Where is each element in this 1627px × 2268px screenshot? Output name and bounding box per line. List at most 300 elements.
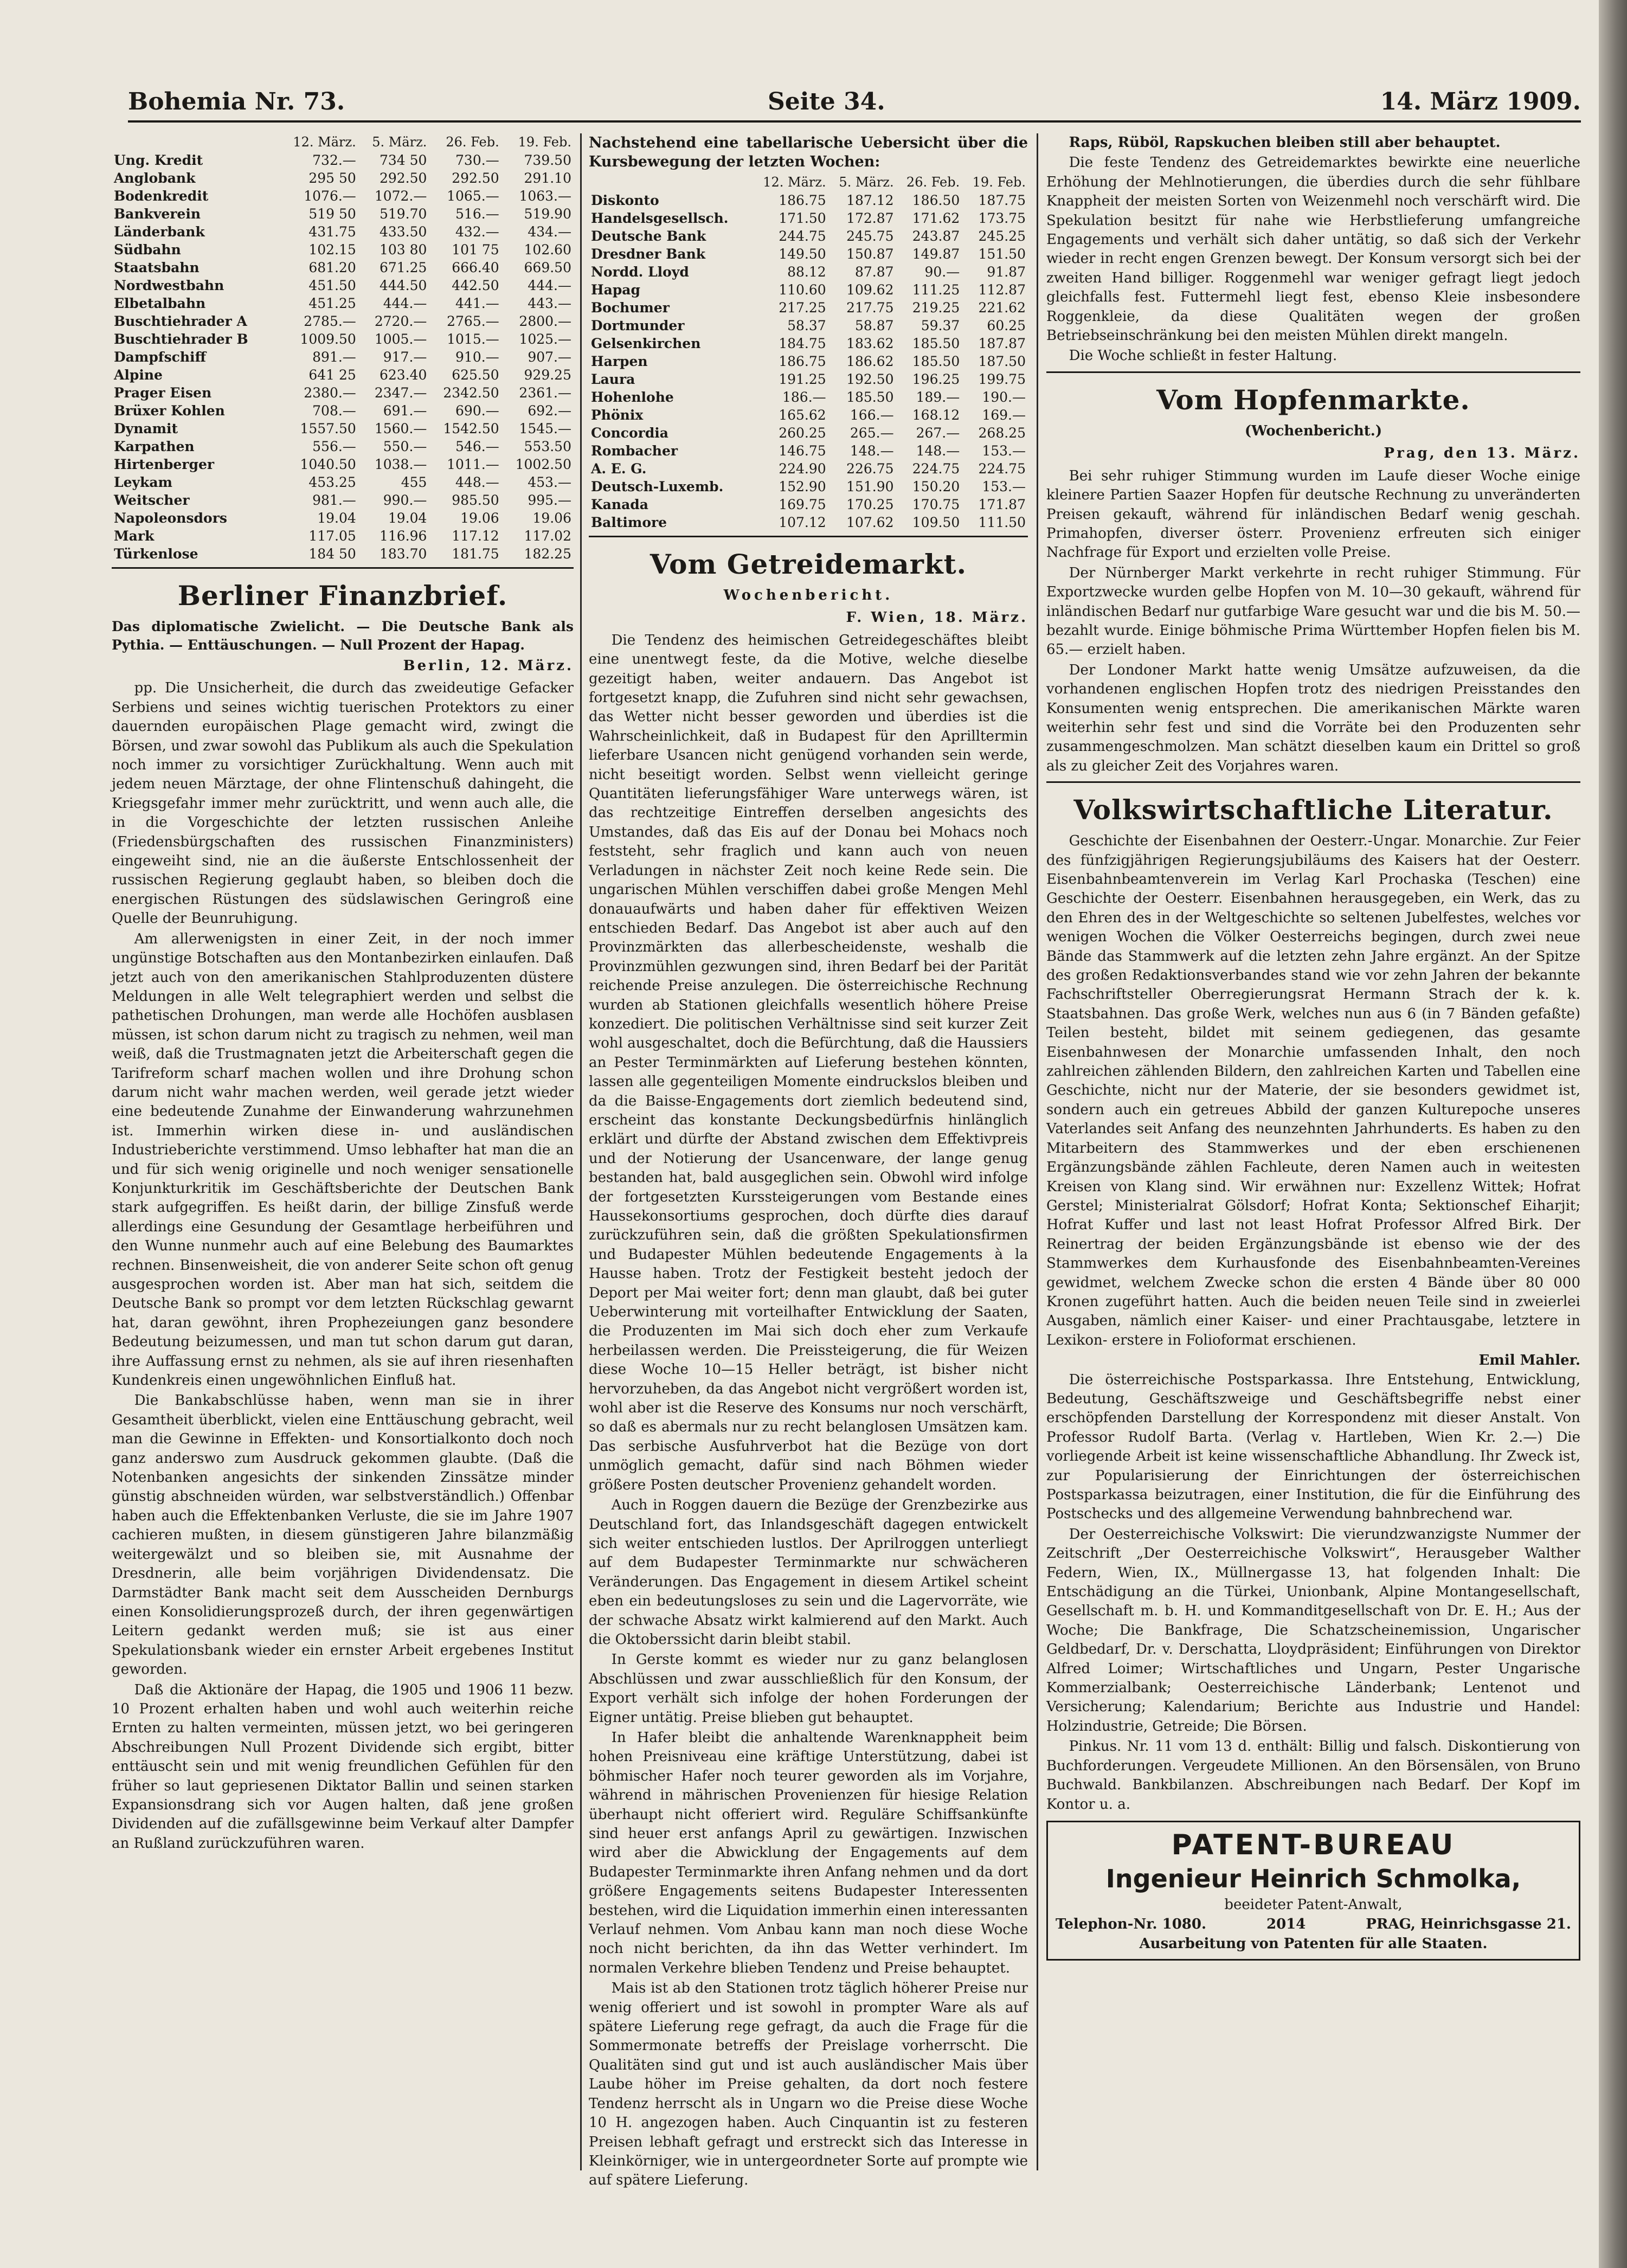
- quote-value: 103 80: [379, 242, 427, 258]
- quote-value: 185.50: [846, 389, 894, 405]
- quote-value: 19.04: [388, 510, 427, 526]
- quote-value: 1015.—: [447, 331, 499, 347]
- article-paragraph: Die Tendenz des heimischen Getreidegeschäftes bleibt eine unentwegt feste, da die Motive, welche dieselbe gezeitigt haben, weiter andauern. Das Angebot ist fortgesetzt knapp, die Zufuhren sind nicht sehr gewachsen, das Wetter nicht besser geworden und überdies ist die Wahrscheinlichkeit, daß in Budapest für den Aprilltermin lieferbare Usancen nicht genügend vorhanden sein werde, nicht beseitigt worden. Selbst wenn vielleicht geringe Quantitäten lieferungsfähiger Ware unterwegs wären, ist das rechtzeitige Eintreffen derselben angesichts des Umstandes, daß das Eis auf der Donau bei Mohacs noch feststeht, sehr fraglich und kann auch von neuen Verladungen in nächster Zeit noch keine Rede sein. Die ungarischen Mühlen verschiffen dabei große Mengen Mehl donauaufwärts und haben daher für effektiven Weizen entschieden Bedarf. Das Angebot ist aber auch auf den Provinzmärkten das allerbescheidenste, weshalb die Provinzmühlen gezwungen sind, ihren Bedarf bei der Parität reichende Preise anzulegen. Die österreichische Rechnung wurden ab Stationen gleichfalls wesentlich höhere Preise konzediert. Die politischen Verhältnisse sind seit kurzer Zeit wohl ausgeschaltet, doch die Befürchtung, daß die Haussiers an Pester Terminmärkten auf Lieferung bestehen könnten, lassen alle gegenteiligen Momente eindruckslos bleiben und da die Baisse-Engagements dort ziemlich bedeutend sind, erscheint das konstante Deckungsbedürfnis hinlänglich erklärt und dürfte der Abstand zwischen dem Effektivpreis und der Notierung der Usancenware, der lange genug bestanden hat, bald ausgeglichen sein. Obwohl wird infolge der fortgesetzten Kurssteigerungen vom Bestande eines Haussekonsortiums gesprochen, doch dürfte dies darauf zurückzuführen sein, daß die größten Spekulationsfirmen und Budapester Mühlen bedeutende Engagements à la Hausse haben. Trotz der Festigkeit besteht jedoch der Deport per Mai weiter fort; denn man glaubt, daß bei guter Ueberwinterung mit vorteilhafter Entwicklung der Saaten, die Produzenten im Mai sich doch eher zum Verkaufe herbeilassen werden. Die Preissteigerung, die für Weizen diese Woche 10—15 Heller beträgt, ist bisher nicht hervorzuheben, da das Angebot nicht vergrößert worden ist, wohl aber ist die Reserve des Konsums nur noch verschärft, so daß es abermals nur zu recht belanglosen Umsätzen kam. Das serbische Ausfuhrverbot hat die Bezüge von dort unmöglich gemacht, dafür sind nach Böhmen wieder größere Posten deutscher Provenienz gehandelt worden.: [589, 632, 1028, 1493]
- quote-value: 109.62: [846, 282, 894, 298]
- quote-value: 19.04: [317, 510, 356, 526]
- quote-value: 171.87: [978, 497, 1026, 512]
- quote-value: 116.96: [379, 528, 427, 544]
- table-row: [112, 438, 574, 455]
- quote-value: 196.25: [912, 371, 960, 387]
- column-3: [1046, 133, 1580, 2170]
- table-row: [112, 187, 574, 205]
- article-paragraph: In Gerste kommt es wieder nur zu ganz belanglosen Abschlüssen und zwar ausschließlich für den Konsum, der Export verhält sich infolge der hohen Forderungen der Eigner untätig. Preise blieben gut behauptet.: [589, 1652, 1028, 1726]
- table-header: 5. März.: [372, 134, 427, 150]
- ad-engineer-name: Ingenieur Heinrich Schmolka,: [1105, 1864, 1521, 1893]
- quote-value: 1040.50: [300, 457, 356, 472]
- quote-value: 245.25: [978, 228, 1026, 244]
- quote-value: 451.50: [308, 278, 356, 293]
- quote-value: 171.62: [912, 210, 960, 226]
- quote-value: 183.62: [846, 336, 894, 351]
- quote-value: 172.87: [846, 210, 894, 226]
- quote-value: 641 25: [308, 367, 356, 383]
- security-name: Elbetalbahn: [114, 295, 206, 311]
- quote-value: 431.75: [308, 224, 356, 240]
- quote-value: 692.—: [528, 403, 571, 419]
- table-row: [112, 169, 574, 187]
- quote-value: 433.50: [379, 224, 427, 240]
- security-name: Deutsche Bank: [591, 228, 706, 244]
- security-name: Länderbank: [114, 224, 205, 240]
- quote-value: 117.02: [524, 528, 571, 544]
- quote-value: 166.—: [850, 407, 894, 423]
- quote-value: 184 50: [308, 546, 356, 562]
- page-edge-shadow: [1599, 0, 1627, 2268]
- quote-value: 186.—: [782, 389, 826, 405]
- table-row: [589, 370, 1028, 388]
- table-header: 5. März.: [839, 175, 894, 190]
- article-paragraph: Der Londoner Markt hatte wenig Umsätze aufzuweisen, da die vorhandenen englischen Hopfen trotz des niedrigen Preisstandes den Konsumenten wenig entsprechen. Die amerikanischen Märkte waren weiterhin sehr fest und sind die Vorräte bei den Produzenten sehr zusammengeschmolzen. Man schätzt dieselben kaum ein Drittel so groß als zu gleicher Zeit des Vorjahres waren.: [1046, 661, 1580, 774]
- table-row: [589, 352, 1028, 370]
- column-2: [589, 133, 1028, 2189]
- quote-value: 58.37: [787, 318, 826, 333]
- quote-value: 91.87: [987, 264, 1026, 280]
- quote-value: 189.—: [916, 389, 960, 405]
- table-row: [589, 227, 1028, 245]
- quote-value: 245.75: [846, 228, 894, 244]
- table-row: [112, 545, 574, 563]
- article-paragraph: Am allerwenigsten in einer Zeit, in der noch immer ungünstige Botschaften aus den Montanbezirken einlaufen. Daß jetzt auch von den amerikanischen Stahlproduzenten düstere Meldungen in alle Welt telegraphiert werden und selbst die pathetischen Drohungen, man werde alle Hochöfen ausblasen müssen, ist schon darum nicht zu tragisch zu nehmen, weil man weiß, daß die Trustmagnaten jetzt die Arbeiterschaft gegen die Tarifreform scharf machen wollen und ihre Drohung schon darum nicht wahr machen werden, weil gerade jetzt wieder eine bedeutende Zunahme der Einwanderung wahrzunehmen ist. Immerhin wirken diese in- und ausländischen Industrieberichte verstimmend. Umso lebhafter hat man die an und für sich wenig originelle und noch weniger sensationelle Konjunkturkritik im Geschäftsberichte der Deutschen Bank stark aufgegriffen. Es heißt darin, der billige Zinsfuß werde allerdings eine Gesundung der Gesamtlage herbeiführen und den Wunne nunmehr auch auf eine Belebung des Baumarktes rechnen. Binsenweisheit, die von anderer Seite schon oft genug ausgesprochen worden ist. Aber man hat sich, seitdem die Deutsche Bank so prompt vor dem letzten Rückschlag gewarnt hat, daran gewöhnt, ihren Prophezeiungen ganz besondere Bedeutung beizumessen, und man tut schon darum gut daran, ihre Auffassung ernst zu nehmen, als sie auf ihren riesenhaften Kundenkreis einen ungewöhnlichen Einfluß hat.: [112, 930, 574, 1389]
- table-row: [112, 384, 574, 402]
- section-divider: [1046, 371, 1580, 373]
- quote-value: 102.60: [524, 242, 571, 258]
- quote-value: 669.50: [524, 260, 571, 275]
- quote-value: 1025.—: [519, 331, 571, 347]
- quote-value: 243.87: [912, 228, 960, 244]
- hops-market-subtitle: (Wochenbericht.): [1244, 422, 1382, 439]
- quote-value: 153.—: [982, 479, 1026, 494]
- quote-value: 453.—: [528, 474, 571, 490]
- quote-value: 58.87: [855, 318, 894, 333]
- quote-value: 691.—: [383, 403, 427, 419]
- quote-value: 150.87: [846, 246, 894, 262]
- quote-value: 221.62: [978, 300, 1026, 316]
- column-rule: [580, 133, 582, 2170]
- security-name: Deutsch-Luxemb.: [591, 479, 724, 494]
- table-row: [112, 294, 574, 312]
- quote-value: 448.—: [455, 474, 499, 490]
- quote-value: 519.70: [379, 206, 427, 222]
- berlin-quotes-table: [589, 174, 1028, 531]
- table-row: [112, 151, 574, 169]
- table-header: 12. März.: [293, 134, 356, 150]
- quote-value: 187.87: [978, 336, 1026, 351]
- security-name: Hohenlohe: [591, 389, 674, 405]
- quote-value: 153.—: [982, 443, 1026, 459]
- table-row: [589, 335, 1028, 352]
- quote-value: 110.60: [779, 282, 826, 298]
- table-row: [589, 478, 1028, 496]
- berlin-letter-dateline: Berlin, 12. März.: [403, 658, 574, 674]
- security-name: Nordd. Lloyd: [591, 264, 689, 280]
- security-name: Ung. Kredit: [114, 152, 203, 168]
- table-header: 19. Feb.: [972, 175, 1026, 190]
- quote-value: 516.—: [455, 206, 499, 222]
- table-row: [589, 245, 1028, 263]
- security-name: Harpen: [591, 354, 648, 369]
- security-name: Leykam: [114, 474, 172, 490]
- quote-value: 434.—: [528, 224, 571, 240]
- quote-value: 186.75: [779, 354, 826, 369]
- quote-value: 268.25: [978, 425, 1026, 441]
- table-row: [112, 366, 574, 384]
- quote-value: 441.—: [455, 295, 499, 311]
- article-paragraph: Die Woche schließt in fester Haltung.: [1069, 348, 1337, 364]
- quote-value: 732.—: [312, 152, 356, 168]
- table-row: [589, 209, 1028, 227]
- quote-value: 260.25: [779, 425, 826, 441]
- security-name: Phönix: [591, 407, 644, 423]
- quote-value: 90.—: [924, 264, 960, 280]
- grain-market-headline: Vom Getreidemarkt.: [649, 548, 967, 580]
- quote-value: 453.25: [308, 474, 356, 490]
- security-name: Laura: [591, 371, 635, 387]
- berlin-letter-headline: Berliner Finanzbrief.: [177, 580, 508, 612]
- quote-value: 1072.—: [374, 188, 427, 204]
- quote-value: 1038.—: [374, 457, 427, 472]
- quote-value: 224.75: [978, 461, 1026, 477]
- quote-value: 146.75: [779, 443, 826, 459]
- quote-value: 169.—: [982, 407, 1026, 423]
- quote-value: 244.75: [779, 228, 826, 244]
- table-row: [589, 442, 1028, 460]
- quote-value: 2380.—: [304, 385, 356, 401]
- quote-value: 181.75: [452, 546, 499, 562]
- masthead-paper-number: Bohemia Nr. 73.: [128, 88, 345, 115]
- masthead-date: 14. März 1909.: [1380, 88, 1581, 115]
- security-name: Gelsenkirchen: [591, 336, 701, 351]
- quote-value: 152.90: [779, 479, 826, 494]
- quote-value: 739.50: [524, 152, 571, 168]
- quote-value: 690.—: [455, 403, 499, 419]
- security-name: Bochumer: [591, 300, 670, 316]
- quote-value: 734 50: [379, 152, 427, 168]
- quote-value: 432.—: [455, 224, 499, 240]
- table-row: [112, 241, 574, 259]
- patent-bureau-advertisement: [1046, 1821, 1580, 1961]
- quote-value: 292.50: [379, 170, 427, 186]
- quote-value: 1065.—: [447, 188, 499, 204]
- quote-value: 265.—: [850, 425, 894, 441]
- article-paragraph: Auch in Roggen dauern die Bezüge der Grenzbezirke aus Deutschland fort, das Inlandsgeschäft dagegen entwickelt sich weiter entschieden lustlos. Der Aprilroggen unterliegt auf dem Budapester Terminmarkte nur schwächeren Veränderungen. Das Engagement in diesem Artikel scheint eben ein bedeutungsloses zu sein und die Lagervorräte, wie der schwache Absatz wirkt kalmierend auf den Markt. Auch die Oktoberssicht darin bleibt stabil.: [589, 1497, 1028, 1648]
- quote-value: 1542.50: [443, 421, 499, 436]
- article-paragraph: Der Oesterreichische Volkswirt: Die vierundzwanzigste Nummer der Zeitschrift „Der Oesterreichische Volkswirt“, Herausgeber Walther Federn, Wien, IX., Müllnergasse 13, hat folgenden Inhalt: Die Entschädigung an die Türkei, Unionbank, Alpine Montangesellschaft, Gesellschaft m. b. H. und Kommanditgesellschaft von Dr. E. H.; Aus der Woche; Die Bankfrage, Die Schatzscheinemission, Ungarischer Geldbedarf, Dr. v. Derschatta, Lloydpräsident; Einführungen von Direktor Alfred Loimer; Wirtschaftliches und Ungarn, Pester Ungarische Kommerzialbank; Oesterreichische Länderbank; Lentenot und Versicherung; Kalendarium; Berichte aus Industrie und Handel: Holzindustrie, Getreide; Die Börsen.: [1046, 1526, 1580, 1734]
- quote-value: 2361.—: [519, 385, 571, 401]
- quote-value: 444.—: [383, 295, 427, 311]
- ad-role: beeideter Patent-Anwalt,: [1224, 1896, 1403, 1913]
- quote-value: 1545.—: [519, 421, 571, 436]
- security-name: Napoleonsdors: [114, 510, 227, 526]
- quote-value: 169.75: [779, 497, 826, 512]
- quote-value: 546.—: [455, 439, 499, 454]
- table-row: [112, 402, 574, 420]
- quote-value: 185.50: [912, 354, 960, 369]
- quote-value: 2720.—: [374, 313, 427, 329]
- quote-value: 455: [401, 474, 427, 490]
- quote-value: 111.25: [912, 282, 960, 298]
- quote-value: 451.25: [308, 295, 356, 311]
- article-paragraph: pp. Die Unsicherheit, die durch das zweideutige Gefacker Serbiens und seines wichtig tuerischen Protektors zu einer dauernden europäischen Plage gemacht wird, zwingt die Börsen, und zwar sowohl das Publikum als auch die Spekulation noch immer zu vorsichtiger Zurückhaltung. Wenn auch mit jedem neuen Märztage, der ohne Flintenschuß dahingeht, die Kriegsgefahr immer mehr zurücktritt, und wenn auch alle, die in die Vorgeschichte der letzten russischen Anleihe (Friedensbürgschaften des russischen Finanzministers) eingeweiht sind, nie an die äußerste Entschlossenheit der russischen Regierung geglaubt haben, so bleiben doch die energischen Rüstungen des südslawischen Geringroß eine Quelle der Beunruhigung.: [112, 680, 574, 927]
- quote-value: 708.—: [312, 403, 356, 419]
- security-name: Staatsbahn: [114, 260, 200, 275]
- table-row: [112, 473, 574, 491]
- quote-value: 666.40: [452, 260, 499, 275]
- ad-number: 2014: [1266, 1916, 1306, 1932]
- hops-market-headline: Vom Hopfenmarkte.: [1156, 383, 1470, 416]
- security-name: Karpathen: [114, 439, 195, 454]
- quote-value: 1076.—: [304, 188, 356, 204]
- article-paragraph: Die Bankabschlüsse haben, wenn man sie in ihrer Gesamtheit überblickt, vielen eine Enttäuschung gebracht, weil man die Gewinne in Effekten- und Konsortialkonto doch noch ganz anderswo zum Ausdruck gekommen glaubte. (Daß die Notenbanken angesichts der sinkenden Zinssätze minder günstig abschneiden würden, war selbstverständlich.) Offenbar haben auch die Effektenbanken Verluste, die sie im Jahre 1907 cachieren mußten, in diesem günstigeren Jahre bilanzmäßig weitergewälzt und so bleiben sie, mit Ausnahme der Dresdnerin, alle beim vorjährigen Dividendensatz. Die Darmstädter Bank macht seit dem Ausscheiden Dernburgs einen Konsolidierungsprozeß durch, der ihren gegenwärtigen Leitern gedankt werden muß; sie ist aus einer Spekulationsbank wieder ein ernster Arbeit ergebenes Institut geworden.: [112, 1392, 574, 1678]
- quote-value: 19.06: [460, 510, 499, 526]
- table-row: [112, 491, 574, 509]
- quote-value: 891.—: [312, 349, 356, 365]
- table-row: [112, 277, 574, 294]
- security-name: Dampfschiff: [114, 349, 207, 365]
- quote-value: 173.75: [978, 210, 1026, 226]
- security-name: Brüxer Kohlen: [114, 403, 225, 419]
- quote-value: 295 50: [308, 170, 356, 186]
- quote-value: 101 75: [452, 242, 499, 258]
- table-row: [112, 420, 574, 438]
- berlin-letter-summary: Das diplomatische Zwielicht. — Die Deutsche Bank als Pythia. — Enttäuschungen. — Null Prozent der Hapag.: [112, 619, 574, 653]
- berlin-quotes-body: [589, 191, 1028, 531]
- vienna-quotes-table: [112, 133, 574, 563]
- quote-value: 226.75: [846, 461, 894, 477]
- quote-value: 2800.—: [519, 313, 571, 329]
- vienna-quotes-table-wrap: [112, 133, 574, 569]
- quote-value: 990.—: [383, 492, 427, 508]
- security-name: A. E. G.: [591, 461, 647, 477]
- quote-value: 681.20: [308, 260, 356, 275]
- quote-value: 88.12: [787, 264, 826, 280]
- security-name: Weitscher: [114, 492, 190, 508]
- article-paragraph: Der Nürnberger Markt verkehrte in recht ruhiger Stimmung. Für Exportzwecke wurden gelbe Hopfen von M. 10—30 gekauft, während für inländischen Bedarf nur gutfarbige Ware gesucht war und die bis M. 50.— bezahlt wurde. Einige böhmische Prima Württember Hopfen fielen bis M. 65.— erzielt haben.: [1046, 564, 1580, 658]
- column-rule: [1037, 133, 1038, 2170]
- masthead: [128, 81, 1581, 123]
- security-name: Mark: [114, 528, 155, 544]
- quote-value: 117.05: [308, 528, 356, 544]
- table-row: [112, 455, 574, 473]
- quote-value: 443.—: [528, 295, 571, 311]
- security-name: Buschtiehrader B: [114, 331, 248, 347]
- security-name: Kanada: [591, 497, 648, 512]
- security-name: Hirtenberger: [114, 457, 215, 472]
- table-row: [589, 496, 1028, 513]
- security-name: Concordia: [591, 425, 668, 441]
- quote-value: 1063.—: [519, 188, 571, 204]
- section-divider: [1046, 781, 1580, 783]
- article-paragraph: Pinkus. Nr. 11 vom 13 d. enthält: Billig und falsch. Diskontierung von Buchforderungen. Vergeudete Millionen. An den Börsensälen, von Bruno Buchwald. Bankbilanzen. Abschreibungen nach Bedarf. Der Kopf im Kontor u. a.: [1046, 1738, 1580, 1813]
- article-paragraph: Daß die Aktionäre der Hapag, die 1905 und 1906 11 bezw. 10 Prozent erhalten haben und wohl auch weiterhin reiche Ernten zu halten vermeinten, müssen jetzt, wo bei geringeren Abschreibungen Null Prozent Dividende sich ergibt, bitter enttäuscht sein und mit wenig freundlichen Gefühlen für den früher so laut gepriesenen Diktator Ballin und seinen starken Expansionsdrang sich vor Augen halten, daß jene großen Dividenden auf die zufällsgewinne beim Verkauf alter Dampfer an Rußland zurückzuführen waren.: [112, 1681, 574, 1852]
- table-header-blank: [112, 133, 278, 151]
- ad-phone: Telephon-Nr. 1080.: [1056, 1916, 1207, 1932]
- quote-value: 224.75: [912, 461, 960, 477]
- security-name: Bodenkredit: [114, 188, 209, 204]
- quote-value: 910.—: [455, 349, 499, 365]
- quote-value: 182.25: [524, 546, 571, 562]
- security-name: Prager Eisen: [114, 385, 212, 401]
- ad-contact-row: [1056, 1914, 1571, 1934]
- quote-value: 149.50: [779, 246, 826, 262]
- quote-value: 187.12: [846, 192, 894, 208]
- quote-value: 519 50: [308, 206, 356, 222]
- table-row: [112, 330, 574, 348]
- quote-value: 186.62: [846, 354, 894, 369]
- quote-value: 671.25: [379, 260, 427, 275]
- ad-address: PRAG, Heinrichsgasse 21.: [1366, 1916, 1571, 1932]
- quote-value: 117.12: [452, 528, 499, 544]
- security-name: Dresdner Bank: [591, 246, 706, 262]
- quote-value: 623.40: [379, 367, 427, 383]
- quote-value: 442.50: [452, 278, 499, 293]
- table-row: [589, 281, 1028, 299]
- quote-value: 186.50: [912, 192, 960, 208]
- grain-market-subtitle: Wochenbericht.: [723, 587, 893, 603]
- ad-title: PATENT-BUREAU: [1171, 1828, 1456, 1861]
- quote-value: 186.75: [779, 192, 826, 208]
- quote-value: 184.75: [779, 336, 826, 351]
- quote-value: 170.75: [912, 497, 960, 512]
- quote-value: 217.75: [846, 300, 894, 316]
- quote-value: 1560.—: [374, 421, 427, 436]
- quote-value: 219.25: [912, 300, 960, 316]
- quote-value: 168.12: [912, 407, 960, 423]
- literature-headline: Volkswirtschaftliche Literatur.: [1073, 794, 1553, 826]
- quote-value: 929.25: [524, 367, 571, 383]
- table-row: [589, 460, 1028, 478]
- article-paragraph: Die österreichische Postsparkassa. Ihre Entstehung, Entwicklung, Bedeutung, Geschäftszweige und Geschäftsbegriffe nebst einer erschöpfenden Darstellung der Korrespondenz mit dieser Anstalt. Von Professor Rudolf Barta. (Verlag v. Hartleben, Wien Kr. 2.—) Die vorliegende Arbeit ist keine wissenschaftliche Abhandlung. Ihr Zweck ist, zur Popularisierung der Einrichtungen der österreichischen Postsparkassa beizutragen, einer Institution, die für die Einführung des Postschecks und des allgemeine Verwendung bahnbrechend war.: [1046, 1371, 1580, 1522]
- table-row: [112, 223, 574, 241]
- quote-value: 2785.—: [304, 313, 356, 329]
- security-name: Handelsgesellsch.: [591, 210, 729, 226]
- quote-value: 191.25: [779, 371, 826, 387]
- quote-value: 519.90: [524, 206, 571, 222]
- security-name: Südbahn: [114, 242, 181, 258]
- quote-value: 192.50: [846, 371, 894, 387]
- quote-value: 995.—: [528, 492, 571, 508]
- article-paragraph: Bei sehr ruhiger Stimmung wurden im Laufe dieser Woche einige kleinere Partien Saazer Hopfen für deutsche Rechnung zu unveränderten Preisen gekauft, während für inländischen Bedarf wenig geschah. Primahopfen, diverser österr. Provenienz erfreuten sich einiger Nachfrage für Export und erzielten volle Preise.: [1046, 467, 1580, 561]
- quote-value: 917.—: [383, 349, 427, 365]
- masthead-page-number: Seite 34.: [768, 88, 885, 115]
- quote-value: 1009.50: [300, 331, 356, 347]
- security-name: Türkenlose: [114, 546, 198, 562]
- article-paragraph: In Hafer bleibt die anhaltende Warenknappheit beim hohen Preisniveau eine kräftige Unterstützung, dabei ist böhmischer Hafer noch teurer geworden als im Vorjahre, während in mährischen Provenienzen für hiesige Relation überhaupt nicht offeriert wird. Reguläre Schiffsankünfte sind heuer erst anfangs April zu gewärtigen. Inzwischen wird aber die Abwicklung der Engagements auf dem Budapester Terminmarkte ihren Anfang nehmen und da dort größere Engagements seitens Budapester Interessenten bestehen, wird die Liquidation immerhin einen interessanten Verlauf nehmen. Vom Anbau kann man noch diese Woche noch nicht berichten, da ihn das Wetter verhindert. Im normalen Verkehre blieben Tendenz und Preise behauptet.: [589, 1729, 1028, 1976]
- quote-value: 2347.—: [374, 385, 427, 401]
- quote-value: 59.37: [921, 318, 960, 333]
- security-name: Bankverein: [114, 206, 201, 222]
- table-row: [112, 527, 574, 545]
- quote-value: 1011.—: [447, 457, 499, 472]
- article-paragraph: Geschichte der Eisenbahnen der Oesterr.-Ungar. Monarchie. Zur Feier des fünfzigjährigen Regierungsjubiläums des Kaisers hat der Oesterr. Eisenbahnbeamtenverein im Verlag Karl Prochaska (Teschen) eine Geschichte der Oesterr. Eisenbahnen herausgegeben, ein Werk, das zu den Ehren des in der Weltgeschichte so seltenen Jubelfestes, welches vor wenigen Wochen die Völker Oesterreichs begingen, durch zwei neue Bände das Stammwerk auf die letzten zehn Jahre ergänzt. An der Spitze des großen Redaktionsverbandes stand wie vor zehn Jahren der bekannte Fachschriftsteller Oberregierungsrat Hermann Strach der k. k. Staatsbahnen. Das große Werk, welches nun aus 6 (in 7 Bänden gefaßte) Teilen besteht, bildet mit seinem gediegenen, das gesamte Eisenbahnwesen der Monarchie umfassenden Inhalt, den noch zahlreichen zählenden Bildern, den zahlreichen Karten und Tabellen eine Geschichte, nicht nur der Materie, der sie besonders gewidmet ist, sondern auch ein getreues Abbild der ganzen Kulturepoche unseres Vaterlandes seit Anfang des neunzehnten Jahrhunderts. Es haben zu den Mitarbeitern des Stammwerkes und der eben erschienenen Ergänzungsbände zählen Fachleute, deren Namen auch in weitesten Kreisen von Klang sind. Wir erwähnen nur: Exzellenz Wittek; Hofrat Gerstel; Ministerialrat Gölsdorf; Hofrat Konta; Sektionschef Eiharjit; Hofrat Kuffer und last not least Hofrat Professor Alfred Birk. Der Reinertrag der beiden Ergänzungsbände ist ebenso wie der des Stammwerkes dem Kurhausfonde des Eisenbahnbeamten-Vereines gewidmet, welchem Zwecke schon die ersten 4 Bände über 80 000 Kronen zugeführt hatten. Auch die beiden neuen Teile sind in zweierlei Ausgaben, nämlich einer Kaiser- und einer Prachtausgabe, letztere in Lexikon- erstere in Folioformat erschienen.: [1046, 833, 1580, 1348]
- berlin-table-intro: Nachstehend eine tabellarische Uebersicht über die Kursbewegung der letzten Wochen:: [589, 134, 1028, 170]
- quote-value: 151.90: [846, 479, 894, 494]
- table-row: [589, 424, 1028, 442]
- quote-value: 102.15: [308, 242, 356, 258]
- quote-value: 150.20: [912, 479, 960, 494]
- table-row: [589, 513, 1028, 531]
- quote-value: 2342.50: [443, 385, 499, 401]
- quote-value: 183.70: [379, 546, 427, 562]
- quote-value: 165.62: [779, 407, 826, 423]
- article-paragraph: Raps, Rüböl, Rapskuchen bleiben still aber behauptet.: [1069, 134, 1501, 151]
- table-header-blank: [589, 174, 751, 191]
- quote-value: 149.87: [912, 246, 960, 262]
- quote-value: 187.50: [978, 354, 1026, 369]
- vienna-quotes-body: [112, 151, 574, 563]
- quote-value: 444.—: [528, 278, 571, 293]
- table-row: [112, 348, 574, 366]
- security-name: Nordwestbahn: [114, 278, 224, 293]
- berlin-quotes-table-wrap: [589, 174, 1028, 537]
- table-header: 26. Feb.: [906, 175, 960, 190]
- security-name: Baltimore: [591, 515, 667, 530]
- quote-value: 2765.—: [447, 313, 499, 329]
- quote-value: 107.12: [779, 515, 826, 530]
- table-header: 19. Feb.: [518, 134, 571, 150]
- quote-value: 981.—: [312, 492, 356, 508]
- quote-value: 553.50: [524, 439, 571, 454]
- ad-tagline: Ausarbeitung von Patenten für alle Staaten.: [1139, 1935, 1488, 1952]
- quote-value: 291.10: [524, 170, 571, 186]
- quote-value: 19.06: [532, 510, 571, 526]
- quote-value: 60.25: [987, 318, 1026, 333]
- table-row: [589, 317, 1028, 335]
- security-name: Anglobank: [114, 170, 196, 186]
- quote-value: 1002.50: [515, 457, 571, 472]
- security-name: Rombacher: [591, 443, 678, 459]
- table-row: [112, 509, 574, 527]
- quote-value: 199.75: [978, 371, 1026, 387]
- table-row: [112, 205, 574, 223]
- column-1: [112, 133, 574, 2170]
- quote-value: 148.—: [916, 443, 960, 459]
- quote-value: 148.—: [850, 443, 894, 459]
- quote-value: 267.—: [916, 425, 960, 441]
- quote-value: 550.—: [383, 439, 427, 454]
- table-row: [589, 406, 1028, 424]
- quote-value: 217.25: [779, 300, 826, 316]
- quote-value: 151.50: [978, 246, 1026, 262]
- quote-value: 224.90: [779, 461, 826, 477]
- quote-value: 730.—: [455, 152, 499, 168]
- security-name: Alpine: [114, 367, 163, 383]
- quote-value: 556.—: [312, 439, 356, 454]
- quote-value: 111.50: [978, 515, 1026, 530]
- article-paragraph: Mais ist ab den Stationen trotz täglich höherer Preise nur wenig offeriert und ist sowohl in prompter Ware als auf spätere Lieferung rege gefragt, da auch die Frage für die Sommermonate betreffs der Preislage vorherrscht. Die Qualitäten sind gut und ist auch ausländischer Mais über Laube höher im Preise gehalten, da dort noch festere Tendenz herrscht als in Ungarn wo die Preise diese Woche 10 H. angezogen haben. Auch Cinquantin ist zu festeren Preisen lebhaft gefragt und erstreckt sich das Interesse in Kleinkörniger, wie in untergeordneter Sorte auf prompte wie auf spätere Lieferung.: [589, 1980, 1028, 2189]
- quote-value: 170.25: [846, 497, 894, 512]
- grain-market-dateline: F. Wien, 18. März.: [846, 609, 1028, 626]
- table-row: [589, 263, 1028, 281]
- hops-market-dateline: Prag, den 13. März.: [1384, 445, 1580, 462]
- table-row: [589, 191, 1028, 209]
- security-name: Dynamit: [114, 421, 178, 436]
- quote-value: 625.50: [452, 367, 499, 383]
- article-paragraph: Die feste Tendenz des Getreidemarktes bewirkte eine neuerliche Erhöhung der Mehlnotierungen, die überdies durch die sehr fühlbare Knappheit der meisten Sorten von Weizenmehl noch verschärft wird. Die Spekulation besitzt für nahe wie Herbstlieferung umfangreiche Engagements und verhält sich daher untätig, so daß sich der Verkehr wieder in recht engen Grenzen bewegt. Der Konsum versorgt sich bei der zweiten Hand billiger. Roggenmehl war weniger gefragt liegt jedoch gleichfalls fest. Futtermehl liegt fest, ebenso Kleie insbesondere Roggenkleie, da diese Qualitäten wegen der großen Betriebseinschränkung bei den meisten Mühlen direkt mangeln.: [1046, 155, 1580, 344]
- table-row: [589, 299, 1028, 317]
- quote-value: 1005.—: [374, 331, 427, 347]
- quote-value: 292.50: [452, 170, 499, 186]
- quote-value: 187.75: [978, 192, 1026, 208]
- table-header-row: [589, 174, 1028, 191]
